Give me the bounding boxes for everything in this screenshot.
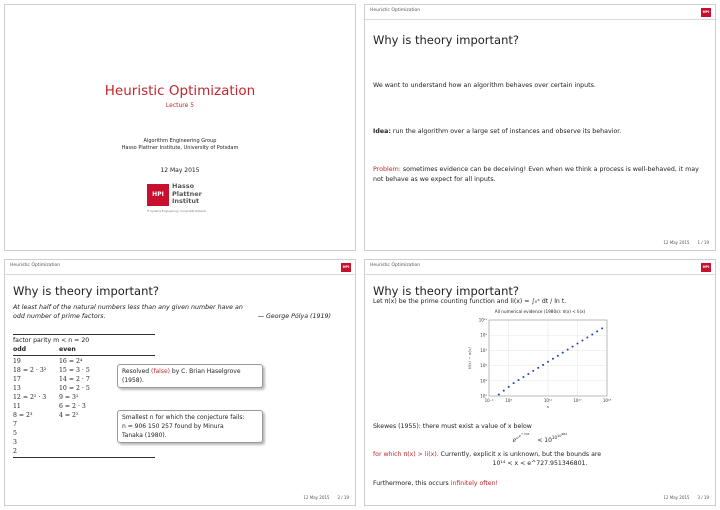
odd-cell: 2 (13, 448, 17, 455)
table-mid-rule (13, 355, 155, 356)
for-which-line (373, 450, 601, 460)
odd-cell: 18 = 2 · 3² (13, 367, 47, 374)
note1-pre: Resolved (122, 368, 152, 375)
institute-name: Hasso Plattner Institute, University of Potsdam (121, 145, 239, 151)
y-tick-label: 10³ (480, 378, 487, 384)
quote-line-2: odd number of prime factors. (13, 313, 106, 320)
data-point (513, 382, 515, 384)
slide-why-theory-3 (364, 259, 716, 506)
col-odd-header: odd (13, 346, 27, 353)
idea-text: run the algorithm over a large set of instances and observe its behavior. (390, 128, 622, 135)
bounds-formula: 10¹⁴ < x < e^727.951346801. (492, 460, 588, 467)
quote-line-1: At least half of the natural numbers less than any given number have an (13, 304, 243, 311)
idea-label: Idea: (373, 128, 391, 135)
data-point (586, 336, 588, 338)
intro-paragraph: We want to understand how an algorithm behaves over certain inputs. (373, 82, 596, 89)
furthermore-line (373, 479, 498, 489)
odd-cell: 3 (13, 439, 17, 446)
footer-date: 12 May 2015 (303, 495, 330, 500)
slide-heading: Why is theory important? (13, 284, 159, 298)
y-tick-label: 10⁹ (480, 332, 487, 338)
infinitely-often: infinitely often! (450, 480, 498, 487)
logo-line-3: Institut (172, 197, 200, 205)
table-caption: factor parity m < n = 20 (13, 337, 90, 344)
even-cell: 14 = 2 · 7 (59, 376, 90, 383)
data-point (518, 379, 520, 381)
data-point (508, 386, 510, 388)
logo-tagline: IT Systems Engineering | Universität Potsdam (147, 210, 207, 213)
even-cell: 9 = 3² (59, 394, 79, 401)
problem-label: Problem: (373, 166, 401, 173)
even-cell: 6 = 2 · 3 (59, 403, 86, 410)
data-point (577, 343, 579, 345)
table-top-rule (13, 334, 155, 335)
odd-cell: 13 (13, 385, 21, 392)
hpi-logo (147, 182, 219, 218)
quote-author: — George Pólya (1919) (257, 313, 331, 320)
odd-cell: 12 = 2² · 3 (13, 394, 47, 401)
problem-text: sometimes evidence can be deceiving! Even when we think a process is well-behaved, it may not behave as we expect for all inputs. (373, 166, 699, 183)
group-name: Algorithm Engineering Group (143, 138, 217, 144)
odd-cell: 17 (13, 376, 21, 383)
furthermore-text: Furthermore, this occurs (373, 480, 451, 487)
lecture-date: 12 May 2015 (160, 167, 200, 174)
y-axis-label: li(x) − π(x) (467, 347, 472, 369)
problem-paragraph (373, 165, 703, 184)
page-number: 3 / 19 (697, 495, 709, 500)
chart-title: All numerical evidence (1980s): π(x) < li(x) (494, 309, 586, 314)
slide-footer (295, 495, 349, 500)
evidence-chart (465, 316, 615, 414)
slide-title (4, 4, 356, 251)
col-even-header: even (59, 346, 76, 353)
header-title: Heuristic Optimization (370, 8, 421, 13)
header-logo: HPI (701, 8, 711, 17)
for-which-rest: Currently, explicit x is unknown, but the bounds are (438, 451, 602, 458)
footer-date: 12 May 2015 (663, 240, 690, 245)
header-logo: HPI (341, 263, 351, 272)
logo-line-2: Plattner (172, 189, 202, 198)
data-point (537, 367, 539, 369)
data-point (532, 370, 534, 372)
x-tick-label: 10²³ (602, 398, 612, 403)
odd-cell: 11 (13, 403, 21, 410)
x-tick-label: 10¹¹ (543, 398, 553, 403)
data-point (591, 333, 593, 335)
resolved-note (117, 364, 263, 388)
y-tick-label: 10¹¹ (478, 317, 487, 323)
odd-cell: 7 (13, 421, 17, 428)
polya-quote (13, 303, 343, 321)
data-point (522, 376, 524, 378)
data-point (596, 330, 598, 332)
y-tick-label: 10⁷ (480, 347, 487, 353)
table-row (13, 394, 155, 403)
data-point (552, 358, 554, 360)
data-point (572, 346, 574, 348)
slide-header (365, 5, 715, 20)
data-point (567, 349, 569, 351)
data-point (562, 352, 564, 354)
page-number: 2 / 19 (337, 495, 349, 500)
note2-line-1: Smallest n for which the conjecture fails: (122, 414, 245, 421)
slide-why-theory-1 (364, 4, 716, 251)
y-tick-label: 10⁵ (480, 363, 487, 369)
odd-cell: 5 (13, 430, 17, 437)
idea-paragraph (373, 127, 703, 137)
note2-line-3: Tanaka (1980). (122, 432, 167, 439)
x-tick-label: 10⁻¹ (484, 398, 494, 403)
slide-heading: Why is theory important? (373, 284, 519, 298)
smallest-n-note (117, 410, 263, 443)
data-point (547, 361, 549, 363)
slide-header (5, 260, 355, 275)
slide-footer (655, 495, 709, 500)
slide-heading: Why is theory important? (373, 33, 519, 47)
logo-line-1: Hasso (172, 182, 195, 190)
data-point (542, 364, 544, 366)
table-bottom-rule (13, 457, 155, 458)
odd-cell: 19 (13, 358, 21, 365)
skewes-line: Skewes (1955): there must exist a value of x below (373, 423, 532, 430)
footer-date: 12 May 2015 (663, 495, 690, 500)
even-cell: 16 = 2⁴ (59, 358, 83, 365)
header-title: Heuristic Optimization (10, 263, 61, 268)
slide-why-theory-2 (4, 259, 356, 506)
x-tick-label: 10³ (505, 398, 513, 403)
slide-header (365, 260, 715, 275)
data-point (498, 393, 500, 395)
note1-post: by C. Brian Haselgrove (1958). (122, 368, 241, 384)
table-row (13, 448, 155, 457)
even-cell: 10 = 2 · 5 (59, 385, 90, 392)
x-tick-label: 10¹⁷ (573, 398, 582, 403)
lecture-subtitle: Lecture 5 (165, 102, 195, 109)
data-point (503, 390, 505, 392)
page-number: 1 / 19 (697, 240, 709, 245)
for-which-red: for which π(x) > li(x). (373, 451, 439, 458)
even-cell: 15 = 3 · 5 (59, 367, 90, 374)
data-point (581, 340, 583, 342)
hpi-logo-mark: HPI (147, 184, 169, 206)
header-title: Heuristic Optimization (370, 263, 421, 268)
header-logo: HPI (701, 263, 711, 272)
note2-line-2: n = 906 150 257 found by Minura (122, 423, 224, 430)
data-point (527, 373, 529, 375)
data-point (601, 327, 603, 329)
skewes-formula: $e^{e^{e^{7.705}}} < 10^{10^{10^{963}}}$ (512, 432, 568, 445)
note1-false: (false) (151, 368, 170, 375)
prime-counting-intro: Let π(x) be the prime counting function and li(x) = ∫₀ˣ dt / ln t. (373, 298, 567, 305)
odd-cell: 8 = 2³ (13, 412, 33, 419)
y-tick-label: 10¹ (480, 393, 487, 399)
slide-footer (655, 240, 709, 245)
even-cell: 4 = 2² (59, 412, 79, 419)
lecture-title: Heuristic Optimization (104, 83, 256, 99)
x-axis-label: x (546, 404, 550, 409)
data-point (557, 355, 559, 357)
